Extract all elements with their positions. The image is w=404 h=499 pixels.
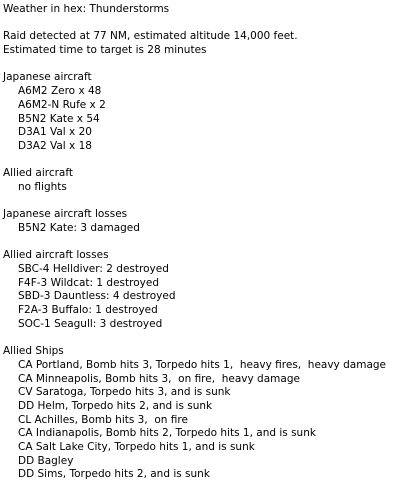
eta-line: Estimated time to target is 28 minutes [3,44,207,57]
japanese-aircraft-section [3,71,401,153]
japanese-aircraft-item: A6M2-N Rufe x 2 [18,98,106,111]
allied-ship-item: CA Indianapolis, Bomb hits 2, Torpedo hits 1, and is sunk [18,427,316,440]
allied-ship-item: CA Minneapolis, Bomb hits 3, on fire, heavy damage [18,372,300,385]
japanese-losses-section [3,208,401,235]
allied-losses-section [3,249,401,331]
spacer [3,154,401,168]
japanese-aircraft-item: B5N2 Kate x 54 [18,112,100,125]
section-title-allied-ships: Allied Ships [3,345,64,358]
allied-ship-item: DD Bagley [18,454,74,467]
allied-loss-item: SBD-3 Dauntless: 4 destroyed [18,290,176,303]
allied-ship-item: CL Achilles, Bomb hits 3, on fire [18,413,188,426]
allied-aircraft-section [3,167,401,194]
allied-ship-item: DD Helm, Torpedo hits 2, and is sunk [18,399,213,412]
allied-loss-item: F2A-3 Buffalo: 1 destroyed [18,304,158,317]
japanese-aircraft-item: D3A2 Val x 18 [18,139,92,152]
section-title-japanese-losses: Japanese aircraft losses [3,208,128,221]
japanese-aircraft-item: A6M2 Zero x 48 [18,85,102,98]
section-title-allied-losses: Allied aircraft losses [3,249,109,262]
allied-aircraft-item: no flights [18,180,67,193]
allied-ships-section [3,345,401,482]
spacer [3,236,401,250]
allied-ship-item: DD Sims, Torpedo hits 2, and is sunk [18,468,210,481]
spacer [3,195,401,209]
allied-ship-item: CA Salt Lake City, Torpedo hits 1, and is sunk [18,441,255,453]
allied-loss-item: SBC-4 Helldiver: 2 destroyed [18,263,169,276]
spacer [3,332,401,346]
raid-detection-line: Raid detected at 77 NM, estimated altitude 14,000 feet. [3,30,298,43]
japanese-aircraft-item: D3A1 Val x 20 [18,126,92,139]
section-title-japanese-aircraft: Japanese aircraft [3,71,92,84]
spacer [3,58,401,72]
allied-loss-item: SOC-1 Seagull: 3 destroyed [18,317,163,330]
spacer [3,17,401,31]
allied-loss-item: F4F-3 Wildcat: 1 destroyed [18,276,159,289]
weather-line: Weather in hex: Thunderstorms [3,3,170,15]
allied-ship-item: CV Saratoga, Torpedo hits 3, and is sunk [18,386,231,399]
section-title-allied-aircraft: Allied aircraft [3,167,73,180]
allied-ship-item: CA Portland, Bomb hits 3, Torpedo hits 1, heavy fires, heavy damage [18,358,386,371]
combat-report [3,3,401,482]
japanese-loss-item: B5N2 Kate: 3 damaged [18,222,140,234]
